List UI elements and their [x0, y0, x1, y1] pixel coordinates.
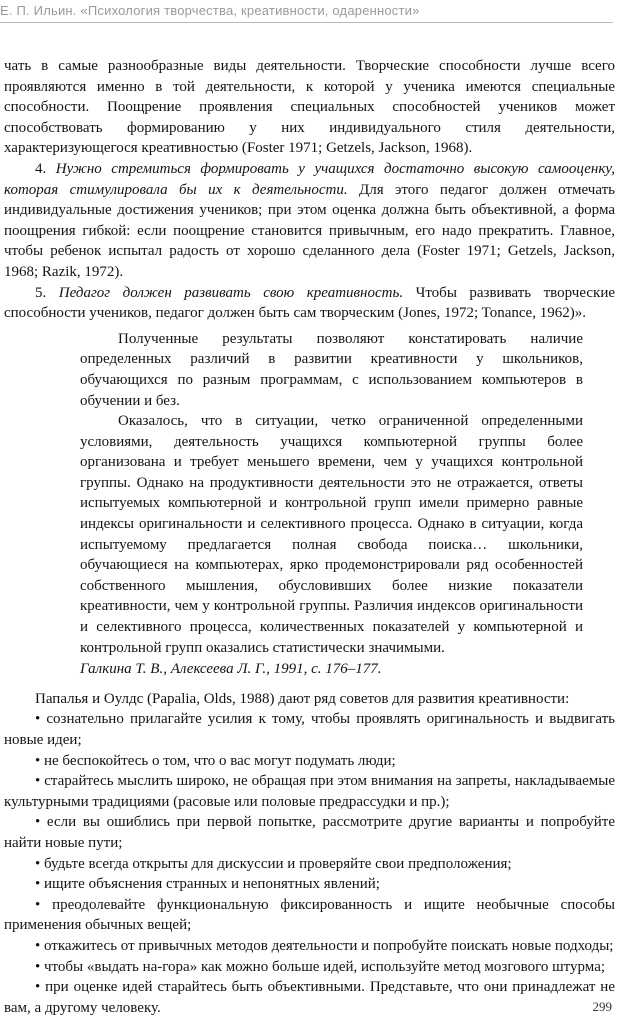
paragraph-point-5: [4, 283, 615, 324]
advice-item: • ищите объяснения странных и непонятных явлений;: [35, 876, 380, 893]
point-text: Чтобы развивать творческие способности учеников, педагог должен быть сам творческим (Jones, 1972; Tonance, 1962)».: [4, 284, 615, 322]
block-quote: [80, 329, 583, 680]
advice-item: • старайтесь мыслить широко, не обращая при этом внимания на запреты, накладываемые культурными традициями (расовые или половые предрассудки и пр.);: [4, 773, 615, 810]
point-number: 5.: [35, 284, 59, 301]
quote-paragraph-1: Полученные результаты позволяют констатировать наличие определенных различий в развитии креативности у школьников, обучающихся по разным программам, с использованием компьютеров в обучении и без.: [80, 330, 583, 409]
advice-intro: Папалья и Оулдс (Papalia, Olds, 1988) дают ряд советов для развития креативности:: [35, 690, 570, 707]
advice-item: • преодолевайте функциональную фиксированность и ищите необычные способы применения обычных вещей;: [4, 896, 615, 934]
advice-item: • чтобы «выдать на-гора» как можно больше идей, используйте метод мозгового штурма;: [35, 958, 606, 975]
advice-item: • будьте всегда открыты для дискуссии и проверяйте свои предположения;: [35, 855, 512, 872]
point-text: Для этого педагог должен отмечать индивидуальные достижения учеников; при этом оценка должна быть объективной, а форма поощрения гибкой: если поощрение становится привычным, его надо прекратить. Главное, чтобы ребенок испытал радость от хорошо сделанного дела (Foster 1971; Getzels, Jackson, 1968; Razik, 1972).: [4, 181, 616, 280]
advice-item: • не беспокойтесь о том, что о вас могут подумать люди;: [35, 752, 396, 769]
point-heading: Нужно стремиться формировать у учащихся достаточно высокую самооценку, которая стимулировала бы их к деятельности.: [4, 160, 616, 198]
advice-item: • если вы ошиблись при первой попытке, рассмотрите другие варианты и попробуйте найти новые пути;: [4, 814, 615, 851]
paragraph-continuation: чать в самые разнообразные виды деятельности. Творческие способности лучше всего проявляются именно в той деятельности, к которой у ученика имеются специальные способности. Поощрение проявления специальных способностей учеников может способствовать формированию у них индивидуального стиля деятельности, характеризующегося креативностью (Foster 1971; Getzels, Jackson, 1968).: [4, 58, 615, 157]
quote-paragraph-2: Оказалось, что в ситуации, четко ограниченной определенными условиями, деятельность учащихся компьютерной группы более организована и требует меньшего времени, чем у учащихся контрольной группы. Однако на продуктивности деятельности это не отражается, ответы испытуемых компьютерной и контрольной групп имели примерно равные индексы оригинальности и селективного процесса. Однако в ситуации, когда испытуемому предлагается полная свобода поиска… школьники, обучающиеся на компьютерах, ярко продемонстрировали ряд особенностей собственного мышления, обусловивших более низкие показатели креативности, чем у контрольной группы. Различия индексов оригинальности и селективного процесса, количественных показателей у компьютерной и контрольной групп оказались статистически значимыми.: [80, 413, 583, 656]
advice-item: • сознательно прилагайте усилия к тому, чтобы проявлять оригинальность и выдвигать новые идеи;: [4, 711, 615, 748]
page-number: 299: [592, 999, 612, 1014]
advice-item: • при оценке идей старайтесь быть объективными. Представьте, что они принадлежат не вам, а другому человеку.: [4, 979, 615, 1016]
paragraph-point-4: [4, 159, 615, 283]
quote-citation: Галкина Т. В., Алексеева Л. Г., 1991, с. 176–177.: [80, 661, 382, 678]
advice-item: • откажитесь от привычных методов деятельности и попробуйте поискать новые подходы;: [35, 937, 614, 954]
header-rule: [0, 22, 613, 23]
point-number: 4.: [35, 160, 56, 177]
point-heading: Педагог должен развивать свою креативность.: [58, 284, 404, 301]
page-content: [4, 56, 615, 1018]
running-head: Е. П. Ильин. «Психология творчества, креативности, одаренности»: [0, 3, 420, 18]
